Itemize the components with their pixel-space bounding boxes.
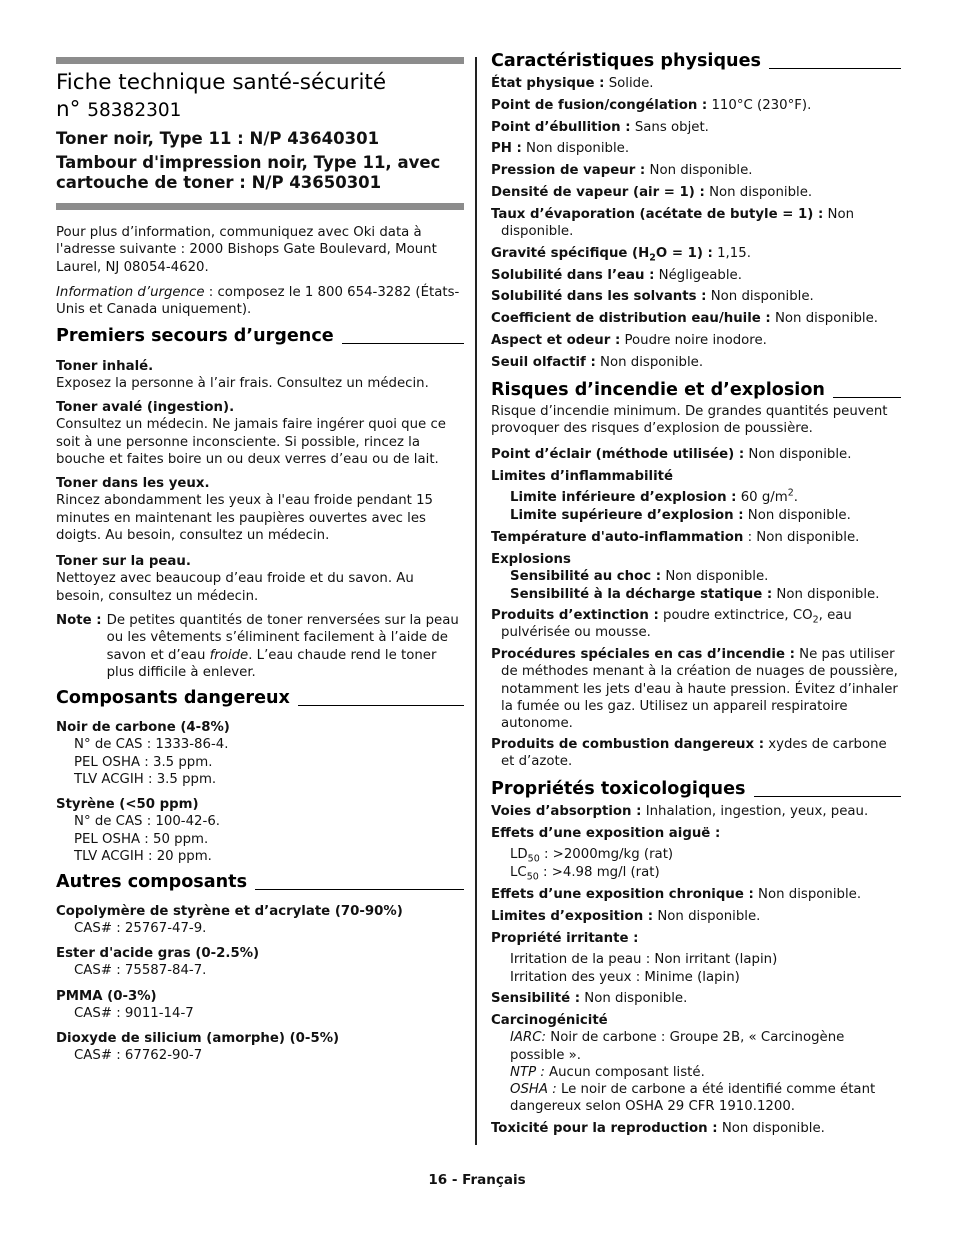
carcinogenicity [491,1012,901,1116]
emergency-label: Information d’urgence [56,285,205,300]
acute-effects [491,825,901,881]
tox-heading-text: Propriétés toxicologiques [491,779,746,799]
property-row: Solubilité dans l’eau : Négligeable. [491,267,742,283]
property-row: Coefficient de distribution eau/huile : Non disponible. [491,311,879,327]
component-cas: N° de CAS : 100-42-6. [74,814,221,830]
combustion-products: Produits de combustion dangereux : xydes de carbone et d’azote. [491,737,887,770]
contact-paragraph: Pour plus d’information, communiquez avec Oki data à l'adresse suivante : 2000 Bishops Gate Boulevard, Mount Laurel, NJ 08054-4620. [56,225,437,275]
other-heading [56,871,464,893]
explosions [491,551,901,603]
hazardous-heading [56,687,464,709]
component-name: Noir de carbone (4-8%) [56,720,230,735]
component-name: PMMA (0-3%) [56,989,157,1004]
fire-heading-text: Risques d’incendie et d’explosion [491,380,825,400]
hazardous-item [56,719,464,788]
component-name: Dioxyde de silicium (amorphe) (0-5%) [56,1031,340,1046]
ld50-value: $LD_{50}$ : >2000mg/kg (rat) [510,847,674,865]
title-text: Fiche technique santé-sécurité [56,70,387,95]
physical-properties [491,75,901,376]
property-row: Aspect et odeur : Poudre noire inodore. [491,333,767,349]
sensitivity: Sensibilité : Non disponible. [491,991,688,1006]
physical-heading-text: Caractéristiques physiques [491,51,761,71]
property-row: Point de fusion/congélation : 110°C (230°F). [491,97,812,113]
top-grey-bar [56,57,464,64]
acute-label: Effets d’une exposition aiguë : [491,826,721,841]
autoignition: Température d'auto-inflammation : Non disponible. [491,530,860,545]
absorption-routes: Voies d’absorption : Inhalation, ingestion, yeux, peau. [491,804,869,819]
note-text-end: . L’eau chaude rend le toner plus difficile à enlever. [106,647,437,680]
fire-intro-text: Risque d’incendie minimum. De grandes quantités peuvent provoquer des risques d’explosion de poussière. [491,404,888,437]
special-procedures: Procédures spéciales en cas d’incendie : Ne pas utiliser de méthodes menant à la création de nuages de poussière, notamment les jets d'eau à haute pression. Évitez d’inhaler la fumée ou les gaz. Utilisez un appareil respiratoire autonome. [491,647,898,732]
lc50-value: $LC_{50}$ : >4.98 mg/l (rat) [510,864,660,883]
flash-point: Point d’éclair (méthode utilisée) : Non disponible. [491,447,852,462]
skin-irritation: Irritation de la peau : Non irritant (lapin) [510,952,778,968]
property-row: PH : Non disponible. [491,141,630,157]
component-name: Ester d'acide gras (0-2.5%) [56,946,260,961]
carcinogenicity-label: Carcinogénicité [491,1013,608,1028]
first-aid-item [56,358,464,393]
component-cas: CAS# : 67762-90-7 [74,1048,203,1064]
flammability-limits [491,468,901,524]
document-title [56,69,464,124]
property-row: Solubilité dans les solvants : Non disponible. [491,289,814,305]
iarc-entry: IARC: Noir de carbone : Groupe 2B, « Carcinogène possible ». [510,1030,845,1063]
component-tlv: TLV ACGIH : 20 ppm. [74,848,212,864]
component-pel: PEL OSHA : 50 ppm. [74,831,209,847]
upper-explosion-limit: Limite supérieure d’explosion : Non disponible. [510,507,851,523]
flammability-label: Limites d’inflammabilité [491,469,674,484]
fire-heading [491,379,901,401]
column-divider [475,57,477,1145]
first-aid-text: Consultez un médecin. Ne jamais faire ingérer quoi que ce soit à une personne inconsciente. Si possible, rincez la bouche et faites boire un ou deux verres d’eau ou de lait. [56,417,446,467]
other-item [56,945,464,980]
component-cas: N° de CAS : 1333-86-4. [74,737,229,753]
component-pel: PEL OSHA : 3.5 ppm. [74,754,213,770]
eye-irritation: Irritation des yeux : Minime (lapin) [510,969,740,985]
component-name: Copolymère de styrène et d’acrylate (70-90%) [56,904,403,919]
property-row: Seuil olfactif : Non disponible. [491,354,704,370]
shock-sensitivity: Sensibilité au choc : Non disponible. [510,569,769,585]
title-number-prefix: n° [56,97,81,122]
lower-explosion-limit: Limite inférieure d’explosion : 60 $g/m^2$. [510,487,799,506]
intro-contact [56,224,464,276]
first-aid-label: Toner dans les yeux. [56,476,210,491]
hazardous-item [56,796,464,865]
first-aid-note [56,612,464,681]
first-aid-label: Toner sur la peau. [56,554,191,569]
first-aid-text: Exposez la personne à l’air frais. Consultez un médecin. [56,376,429,392]
emergency-text: : composez le 1 800 654-3282 (États-Unis et Canada uniquement). [56,285,460,318]
hazardous-heading-text: Composants dangereux [56,688,290,708]
property-row: Pression de vapeur : Non disponible. [491,163,753,179]
product-titles [56,129,464,194]
first-aid-item [56,475,464,544]
note-text: De petites quantités de toner renversées sur la peau ou les vêtements s’éliminent facilement à l’aide de savon et d’eau [106,613,459,663]
osha-entry: OSHA : Le noir de carbone a été identifié comme étant dangereux selon OSHA 29 CFR 1910.1200. [510,1082,876,1115]
irritant-property [491,930,901,986]
explosions-label: Explosions [491,552,571,567]
property-row: État physique : Solide. [491,76,654,91]
other-item [56,1030,464,1065]
first-aid-heading-text: Premiers secours d’urgence [56,326,334,346]
note-label: Note : [56,613,102,628]
intro-emergency [56,284,464,319]
other-heading-text: Autres composants [56,872,248,892]
first-aid-item [56,399,464,468]
component-name: Styrène (<50 ppm) [56,797,199,812]
bottom-grey-bar [56,203,464,210]
property-row: Point d’ébullition : Sans objet. [491,119,709,135]
fire-intro [491,403,901,438]
first-aid-text: Nettoyez avec beaucoup d’eau froide et du savon. Au besoin, consultez un médecin. [56,571,414,604]
first-aid-label: Toner avalé (ingestion). [56,400,235,415]
reproductive-toxicity: Toxicité pour la reproduction : Non disponible. [491,1121,825,1136]
component-cas: CAS# : 75587-84-7. [74,963,207,979]
product-drum-title: Tambour d'impression noir, Type 11, avec cartouche de toner : N/P 43650301 [56,152,441,192]
first-aid-item [56,553,464,605]
ntp-entry: NTP : Aucun composant listé. [510,1064,705,1080]
property-row: Taux d’évaporation (acétate de butyle = 1) : Non disponible. [491,206,855,240]
component-cas: CAS# : 9011-14-7 [74,1006,194,1022]
other-item [56,903,464,938]
note-emphasis: froide [209,647,249,663]
component-tlv: TLV ACGIH : 3.5 ppm. [74,771,217,787]
first-aid-label: Toner inhalé. [56,359,154,374]
static-sensitivity: Sensibilité à la décharge statique : Non disponible. [510,586,880,602]
sheet-number: 58382301 [87,100,182,121]
page-footer: 16 - Français [428,1172,526,1188]
extinction-products: Produits d’extinction : poudre extinctrice, $CO_2$, eau pulvérisée ou mousse. [491,608,852,641]
property-row-gravity: Gravité spécifique $(H_2O = 1)$ : 1,15. [491,245,751,264]
physical-heading [491,50,901,72]
component-cas: CAS# : 25767-47-9. [74,921,207,937]
other-item [56,988,464,1023]
exposure-limits: Limites d’exposition : Non disponible. [491,909,761,924]
product-toner-title: Toner noir, Type 11 : N/P 43640301 [56,129,380,148]
irritant-label: Propriété irritante : [491,931,639,946]
tox-heading [491,778,901,800]
property-row: Densité de vapeur (air = 1) : Non disponible. [491,184,813,200]
first-aid-heading [56,325,464,347]
first-aid-text: Rincez abondamment les yeux à l'eau froide pendant 15 minutes en maintenant les paupières ouvertes avec les doigts. Au besoin, consultez un médecin. [56,493,434,543]
chronic-effects: Effets d’une exposition chronique : Non disponible. [491,887,862,902]
